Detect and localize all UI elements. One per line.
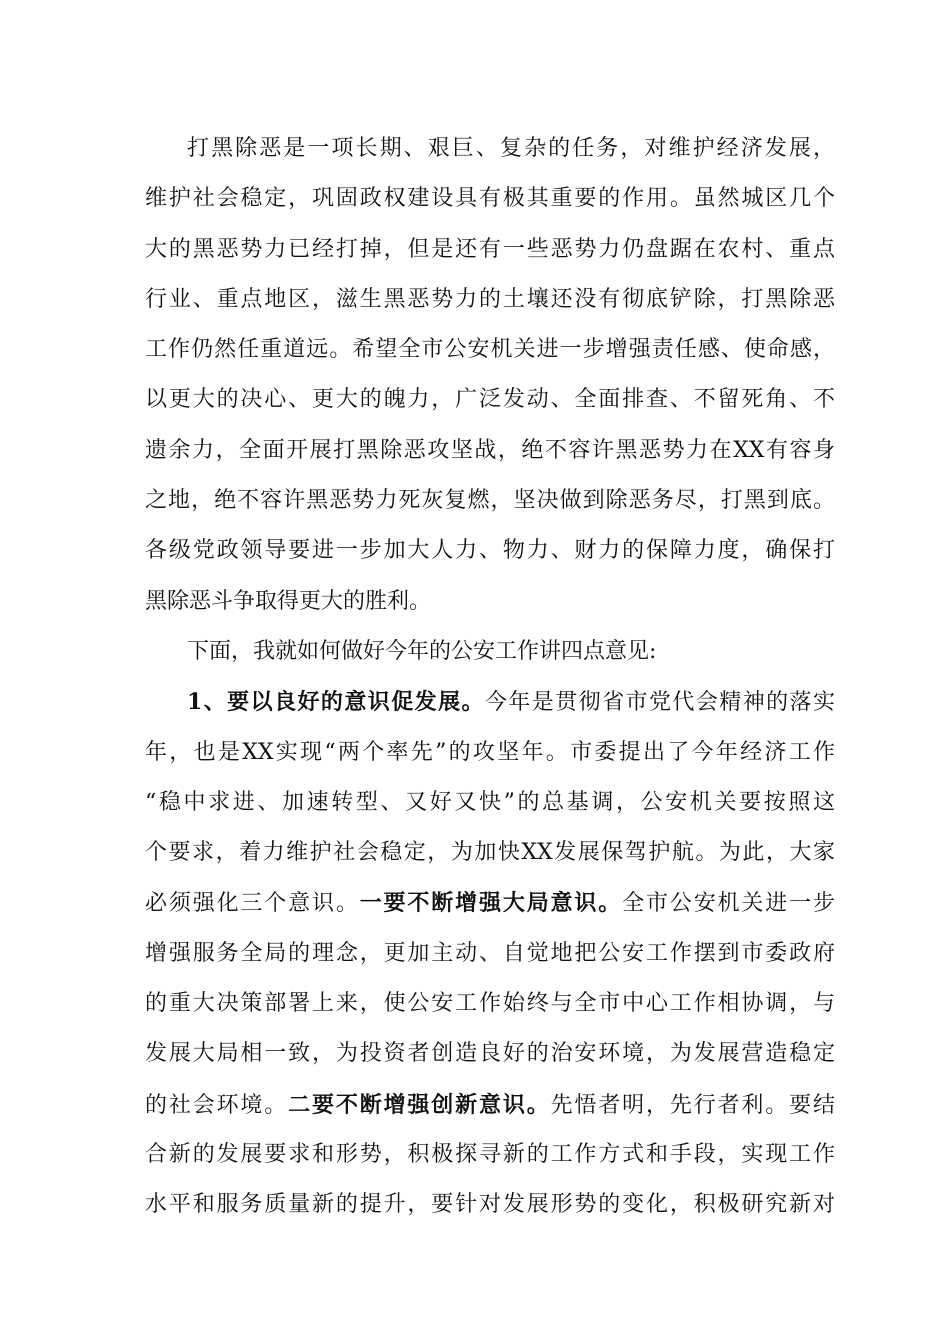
paragraph-line: 各级党政领导要进一步加大人力、物力、财力的保障力度，确保打: [145, 538, 835, 564]
paragraph-line: 发展大局相一致，为投资者创造良好的治安环境，为发展营造稳定: [145, 1041, 835, 1067]
paragraph-line: 打黑除恶是一项长期、艰巨、复杂的任务，对维护经济发展，: [187, 136, 835, 161]
bold-phrase: 一要不断增强大局意识。: [359, 890, 623, 917]
paragraph-line: [145, 882, 835, 932]
document-body: [145, 128, 835, 1235]
paragraph-line: 合新的发展要求和形势，积极探寻新的工作方式和手段，实现工作: [145, 1141, 835, 1167]
paragraph-text: 的社会环境。: [145, 1092, 289, 1118]
section-heading: 1、要以良好的意识促发展。: [187, 689, 485, 716]
paragraph-line: 的重大决策部署上来，使公安工作始终与全市中心工作相协调，与: [145, 991, 835, 1017]
paragraph-line: 年，也是XX实现“两个率先”的攻坚年。市委提出了今年经济工作: [145, 739, 835, 765]
paragraph-text: 全市公安机关进一步: [622, 891, 835, 917]
paragraph-line: “稳中求进、加速转型、又好又快”的总基调，公安机关要按照这: [145, 789, 835, 815]
bold-phrase: 二要不断增强创新意识。: [288, 1091, 551, 1118]
paragraph-line: 个要求，着力维护社会稳定，为加快XX发展保驾护航。为此，大家: [145, 840, 835, 866]
paragraph-line: 工作仍然任重道远。希望全市公安机关进一步增强责任感、使命感，: [145, 337, 835, 363]
paragraph-text: 必须强化三个意识。: [145, 891, 360, 917]
paragraph-line: [145, 1084, 835, 1134]
paragraph-line: 增强服务全局的理念，更加主动、自觉地把公安工作摆到市委政府: [145, 940, 835, 966]
paragraph-line: 下面，我就如何做好今年的公安工作讲四点意见:: [187, 638, 657, 664]
paragraph-text: 先悟者明，先行者利。要结: [550, 1092, 835, 1118]
paragraph-line: 行业、重点地区，滋生黑恶势力的土壤还没有彻底铲除，打黑除恶: [145, 286, 835, 312]
paragraph-line: 以更大的决心、更大的魄力，广泛发动、全面排查、不留死角、不: [145, 387, 835, 413]
paragraph-line: 维护社会稳定，巩固政权建设具有极其重要的作用。虽然城区几个: [145, 186, 835, 212]
paragraph-text: 今年是贯彻省市党代会精神的落实: [484, 690, 835, 716]
paragraph-line: 黑除恶斗争取得更大的胜利。: [145, 588, 432, 614]
paragraph-line: 水平和服务质量新的提升，要针对发展形势的变化，积极研究新对: [145, 1192, 835, 1218]
paragraph-line: 大的黑恶势力已经打掉，但是还有一些恶势力仍盘踞在农村、重点: [145, 236, 835, 262]
paragraph-line: [145, 681, 835, 731]
paragraph-line: 遗余力，全面开展打黑除恶攻坚战，绝不容许黑恶势力在XX有容身: [145, 437, 835, 463]
paragraph-line: 之地，绝不容许黑恶势力死灰复燃，坚决做到除恶务尽，打黑到底。: [145, 488, 835, 514]
